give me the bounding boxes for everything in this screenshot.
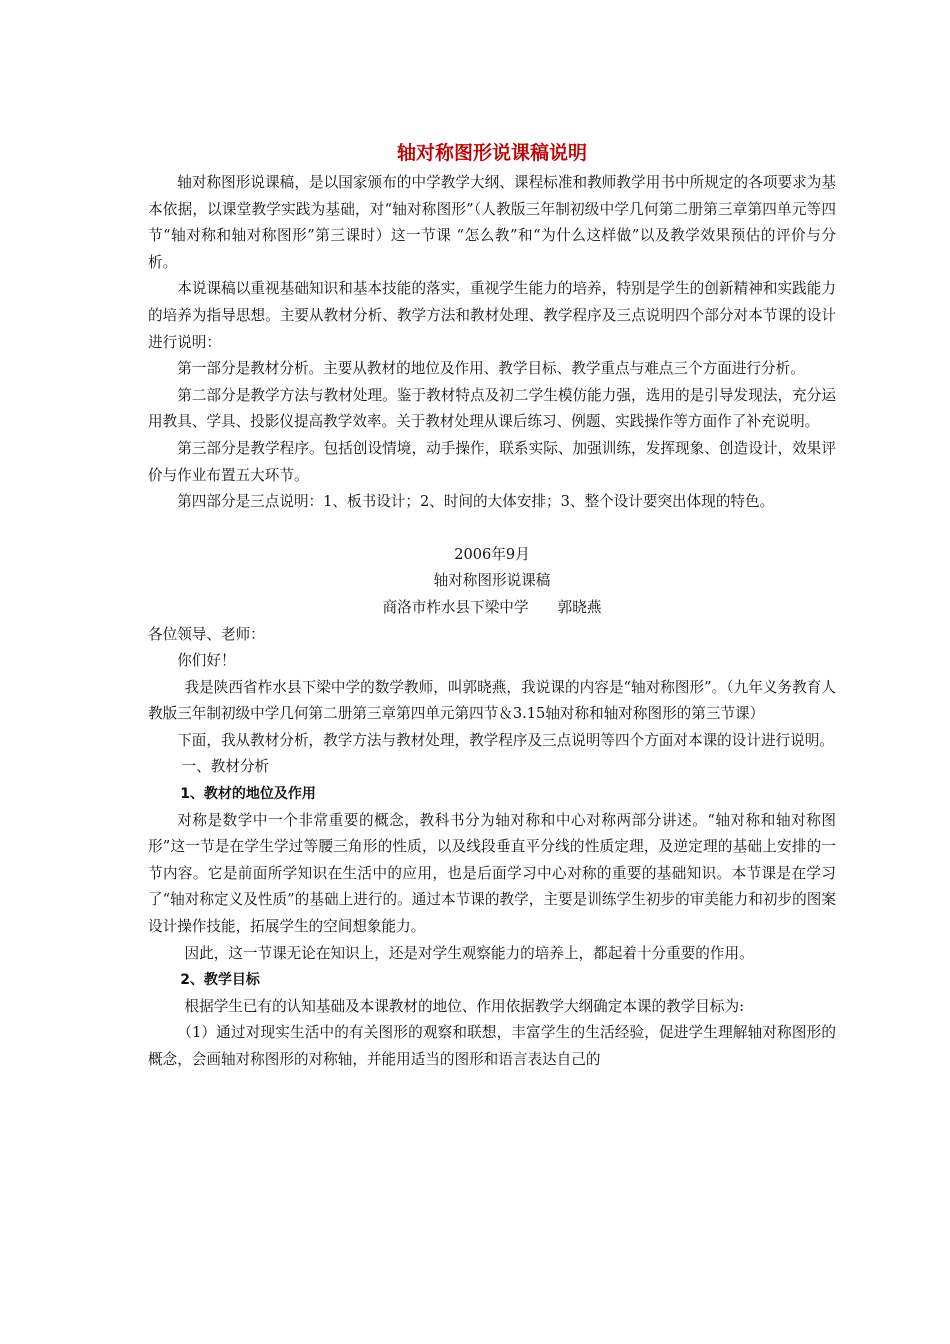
- subsection-2-item-1: （1）通过对现实生活中的有关图形的观察和联想，丰富学生的生活经验，促进学生理解轴对称图形的概念，会画轴对称图形的对称轴，并能用适当的图形和语言表达自己的: [148, 1024, 836, 1068]
- subsection-2-title: 2、教学目标: [180, 972, 260, 989]
- subsection-1-title: 1、教材的地位及作用: [180, 786, 316, 803]
- intro-paragraph-5: 第三部分是教学程序。包括创设情境，动手操作，联系实际、加强训练，发挥现象、创造设计，效果评价与作业布置五大环节。: [148, 439, 836, 484]
- intro-paragraph-4: 第二部分是教学方法与教材处理。鉴于教材特点及初二学生模仿能力强，选用的是引导发现法，充分运用教具、学具、投影仪提高教学效率。关于教材处理从课后练习、例题、实践操作等方面作了补充说明。: [148, 386, 836, 431]
- body-paragraph-1: 我是陕西省柞水县下梁中学的数学教师，叫郭晓燕，我说课的内容是“轴对称图形”。（九年义务教育人教版三年制初级中学几何第二册第三章第四单元第四节＆3.15轴对称和轴对称图形的第三节课）: [148, 678, 836, 723]
- document-title: 轴对称图形说课稿说明: [396, 142, 587, 164]
- document-page: [148, 138, 836, 1074]
- subsection-1-para-2: 因此，这一节课无论在知识上，还是对学生观察能力的培养上，都起着十分重要的作用。: [184, 944, 754, 962]
- intro-paragraph-2: 本说课稿以重视基础知识和基本技能的落实，重视学生能力的培养，特别是学生的创新精神和实践能力的培养为指导思想。主要从教材分析、教学方法和教材处理、教学程序及三点说明四个部分对本节课的设计进行说明：: [148, 280, 836, 351]
- blank-line: [148, 516, 836, 542]
- body-paragraph-2: 下面，我从教材分析，教学方法与教材处理，教学程序及三点说明等四个方面对本课的设计进行说明。: [177, 731, 834, 749]
- intro-paragraph-1: 轴对称图形说课稿，是以国家颁布的中学教学大纲、课程标准和教师教学用书中所规定的各项要求为基本依据，以课堂教学实践为基础，对“轴对称图形”（人教版三年制初级中学几何第二册第三章第四单元等四节“轴对称和轴对称图形”第三课时）这一节课 “怎么教”和“为什么这样做”以及教学效果预估的评价与分析。: [148, 174, 836, 271]
- greeting: 各位领导、老师：: [148, 625, 265, 643]
- section-1-title: 一、教材分析: [181, 758, 270, 776]
- document-subtitle: 轴对称图形说课稿: [433, 572, 551, 590]
- subsection-2-para-1: 根据学生已有的认知基础及本课教材的地位、作用依据教学大纲确定本课的教学目标为:: [184, 997, 744, 1015]
- author-line: 商洛市柞水县下梁中学 郭晓燕: [382, 598, 602, 616]
- intro-paragraph-6: 第四部分是三点说明：1、板书设计；2、时间的大体安排；3、整个设计要突出体现的特色。: [177, 493, 775, 511]
- subsection-1-para-1: 对称是数学中一个非常重要的概念，教科书分为轴对称和中心对称两部分讲述。“轴对称和轴对称图形”这一节是在学生学过等腰三角形的性质，以及线段垂直平分线的性质定理，及逆定理的基础上安排的一节内容。它是前面所学知识在生活中的应用，也是后面学习中心对称的重要的基础知识。本节课是在学习了“轴对称定义及性质”的基础上进行的。通过本节课的教学，主要是训练学生初步的审美能力和初步的图案设计操作技能，拓展学生的空间想象能力。: [148, 811, 836, 936]
- intro-paragraph-3: 第一部分是教材分析。主要从教材的地位及作用、教学目标、教学重点与难点三个方面进行分析。: [177, 360, 805, 378]
- hello: 你们好！: [177, 652, 236, 670]
- document-date: 2006年9月: [454, 545, 530, 563]
